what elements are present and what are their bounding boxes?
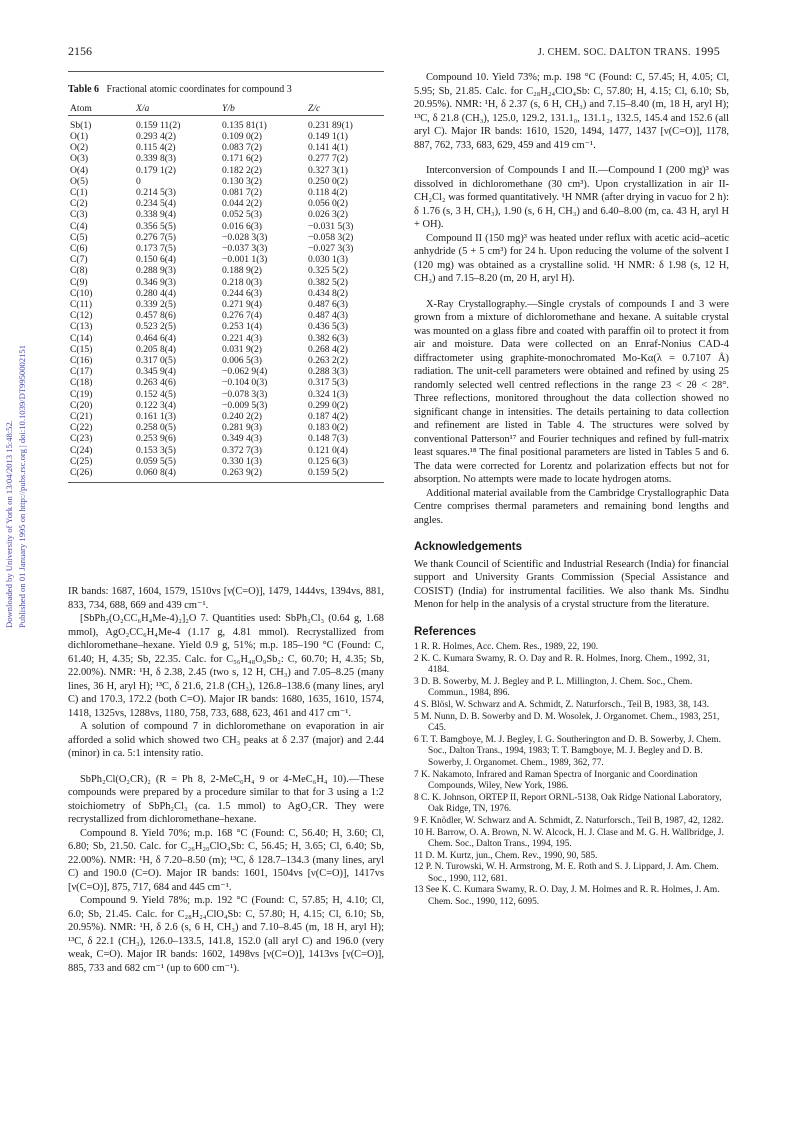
z-cell: 0.277 7(2) — [308, 153, 348, 165]
z-cell: 0.382 6(3) — [308, 332, 348, 344]
y-cell: −0.104 0(3) — [222, 377, 268, 389]
atom-cell: O(5) — [70, 175, 89, 187]
z-cell: −0.031 5(3) — [308, 220, 354, 232]
x-cell: 0.288 9(3) — [136, 265, 176, 277]
z-cell: 0.149 1(1) — [308, 130, 348, 142]
atom-cell: Sb(1) — [70, 119, 92, 131]
table-row — [68, 198, 384, 209]
atom-cell: C(15) — [70, 343, 93, 355]
table-row — [68, 411, 384, 422]
y-cell: −0.001 1(3) — [222, 254, 268, 266]
x-cell: 0.339 8(3) — [136, 153, 176, 165]
y-cell: 0.349 4(3) — [222, 433, 262, 445]
y-cell: 0.135 81(1) — [222, 119, 267, 131]
x-cell: 0.153 3(5) — [136, 444, 176, 456]
col-header-y: Y/b — [222, 102, 235, 114]
table-row — [68, 321, 384, 332]
compound-7-paragraph: [SbPh₂(O₂CC₆H₄Me-4)₂]₂O 7. Quantities used: SbPh₂Cl₃ (0.64 g, 1.68 mmol), AgO₂CC₆H₄Me-4 (1.17 g, 4.81 mmol). Recrystallized from dichloromethane–hexane. Yield 0.9 g, 51%; m.p. 185–190 °C (Found: C, 61.40; H, 4.35; Sb, 22.35. Calc. for C₅₆H₄₈O₉Sb₂: C, 60.70; H, 4.35; Sb, 22.00%). NMR: ¹H, δ 2.38, 2.45 (two s, 12 H, CH₃) and 7.05–8.25 (many lines, 36 H, aryl H); ¹³C, δ 21.6, 21.8 (CH₃), 126.8–138.6 (many lines, aryl C) and 170.3, 172.2 (both C=O). Major IR bands: 1680, 1635, 1610, 1574, 1418, 1325vs, 1288vs, 1180, 758, 733, 688, 623, 461 and 417 cm⁻¹. — [68, 613, 384, 719]
table-row — [68, 299, 384, 310]
x-cell: 0.060 8(4) — [136, 467, 176, 478]
x-cell: 0.280 4(4) — [136, 287, 176, 299]
z-cell: 0.141 4(1) — [308, 142, 348, 154]
atom-cell: O(3) — [70, 153, 89, 165]
table-top-rule — [68, 71, 384, 72]
coordinates-table — [68, 103, 384, 479]
reference-item: 1 R. R. Holmes, Acc. Chem. Res., 1989, 22, 190. — [414, 642, 599, 652]
z-cell: 0.327 3(1) — [308, 164, 348, 176]
z-cell: 0.324 1(3) — [308, 388, 348, 400]
z-cell: −0.027 3(3) — [308, 242, 354, 254]
atom-cell: C(10) — [70, 287, 93, 299]
table-row — [68, 165, 384, 176]
download-notice[interactable]: Downloaded by University of York on 13/04/2013 15:48:52. — [4, 420, 14, 628]
table-row — [68, 209, 384, 220]
compound-8-paragraph: Compound 8. Yield 70%; m.p. 168 °C (Found: C, 56.40; H, 3.60; Cl, 6.80; Sb, 21.50. Calc. for C₂₆H₂₀ClO₄Sb: C, 56.45; H, 3.65; Cl, 6.40; Sb, 22.00%). NMR: ¹H, δ 7.20–8.50 (m); ¹³C, δ 128.7–134.3 (many lines, aryl C) and 190.0 (C=O). Major IR bands: 1601, 1504vs [ν(C=O)], 1417vs [ν(C=O)], 875, 717, 684 and 445 cm⁻¹. — [68, 827, 384, 893]
x-cell: 0.276 7(5) — [136, 231, 176, 243]
z-cell: 0.487 4(3) — [308, 310, 348, 322]
journal-year: 1995 — [694, 44, 720, 58]
table-row — [68, 288, 384, 299]
x-cell: 0.293 4(2) — [136, 130, 176, 142]
atom-cell: C(25) — [70, 455, 93, 467]
z-cell: −0.058 3(2) — [308, 231, 354, 243]
compounds-8-10-paragraph: SbPh₂Cl(O₂CR)₂ (R = Ph 8, 2-MeC₆H₄ 9 or 4-MeC₆H₄ 10).—These compounds were prepared by a procedure similar to that for 3 using a 1:2 stoichiometry of SbPh₂Cl₃ (ca. 1.5 mmol) to AgO₂CR. They were recrystallized from dichloromethane–hexane. — [68, 773, 384, 826]
z-cell: 0.125 6(3) — [308, 455, 348, 467]
crystallography-paragraph: X-Ray Crystallography.—Single crystals of compounds I and 3 were grown from a mixture of dichloromethane and hexane. A suitable crystal was mounted on a glass fibre and coated with paraffin oil to protect it from air and moisture. Data were collected on an Enraf-Nonius CAD-4 diffractometer using graphite-monochromated Mo-Kα(λ = 0.7107 Å) radiation. The unit-cell parameters were obtained and refined by using 25 randomly selected well centred reflections in the range 23 < 2θ < 28°. Three reflections, monitored throughout the data collection showed no significant change in intensities. The details pertaining to data collection and refinement are listed in Table 4. The structures were solved by conventional Patterson¹⁷ and Fourier techniques and refined by full-matrix least squares.¹⁸ The final positional parameters are listed in Tables 5 and 6. The data were corrected for Lorentz and polarization effects but not for absorption. No attempts were made to locate hydrogen atoms. — [414, 298, 729, 485]
atom-cell: C(22) — [70, 422, 93, 434]
table-label: Table 6 — [68, 84, 100, 95]
z-cell: 0.121 0(4) — [308, 444, 348, 456]
col-header-x: X/a — [136, 102, 150, 114]
table-row — [68, 187, 384, 198]
table-row — [68, 344, 384, 355]
y-cell: −0.037 3(3) — [222, 242, 268, 254]
table-row — [68, 445, 384, 456]
x-cell: 0.339 2(5) — [136, 298, 176, 310]
x-cell: 0.345 9(4) — [136, 366, 176, 378]
x-cell: 0.457 8(6) — [136, 310, 176, 322]
y-cell: 0.044 2(2) — [222, 198, 262, 210]
z-cell: 0.299 0(2) — [308, 399, 348, 411]
reference-item: 10 H. Barrow, O. A. Brown, N. W. Alcock, H. J. Clase and M. G. H. Wallbridge, J. Chem. Soc., Dalton Trans., 1994, 195. — [414, 827, 724, 850]
atom-cell: O(4) — [70, 164, 89, 176]
atom-cell: C(13) — [70, 321, 93, 333]
table-caption — [68, 83, 384, 97]
atom-cell: C(9) — [70, 276, 88, 288]
y-cell: 0.271 9(4) — [222, 298, 262, 310]
left-column — [68, 71, 384, 975]
table-row — [68, 142, 384, 153]
z-cell: 0.434 8(2) — [308, 287, 348, 299]
y-cell: 0.031 9(2) — [222, 343, 262, 355]
table-row — [68, 176, 384, 187]
atom-cell: O(2) — [70, 142, 89, 154]
table-row — [68, 243, 384, 254]
reference-item: 12 P. N. Turowski, W. H. Armstrong, M. E. Roth and S. J. Lippard, J. Am. Chem. Soc., 1990, 112, 681. — [414, 862, 719, 884]
table-row — [68, 389, 384, 400]
table-body — [68, 120, 384, 479]
y-cell: 0.083 7(2) — [222, 142, 262, 154]
publication-notice[interactable]: Published on 01 January 1995 on http://pubs.rsc.org | doi:10.1039/DT9950002151 — [17, 345, 27, 628]
y-cell: 0.221 4(3) — [222, 332, 262, 344]
atom-cell: C(23) — [70, 433, 93, 445]
z-cell: 0.250 0(2) — [308, 175, 348, 187]
table-row — [68, 355, 384, 366]
y-cell: 0.281 9(3) — [222, 422, 262, 434]
z-cell: 0.317 5(3) — [308, 377, 348, 389]
x-cell: 0.122 3(4) — [136, 399, 176, 411]
table-row — [68, 422, 384, 433]
y-cell: 0.130 3(2) — [222, 175, 262, 187]
x-cell: 0.317 0(5) — [136, 354, 176, 366]
x-cell: 0.159 11(2) — [136, 119, 181, 131]
table-row — [68, 254, 384, 265]
atom-cell: C(14) — [70, 332, 93, 344]
y-cell: 0.188 9(2) — [222, 265, 262, 277]
z-cell: 0.026 3(2) — [308, 209, 348, 221]
z-cell: 0.030 1(3) — [308, 254, 348, 266]
z-cell: 0.325 5(2) — [308, 265, 348, 277]
atom-cell: C(17) — [70, 366, 93, 378]
atom-cell: C(19) — [70, 388, 93, 400]
z-cell: 0.487 6(3) — [308, 298, 348, 310]
right-column — [414, 71, 729, 909]
atom-cell: C(21) — [70, 410, 93, 422]
y-cell: 0.109 0(2) — [222, 130, 262, 142]
reference-item: 11 D. M. Kurtz, jun., Chem. Rev., 1990, 90, 585. — [414, 850, 598, 861]
atom-cell: C(3) — [70, 209, 88, 221]
x-cell: 0.523 2(5) — [136, 321, 176, 333]
y-cell: 0.244 6(3) — [222, 287, 262, 299]
reference-item: 2 K. C. Kumara Swamy, R. O. Day and R. R. Holmes, Inorg. Chem., 1992, 31, 4184. — [414, 653, 710, 676]
x-cell: 0.253 9(6) — [136, 433, 176, 445]
additional-material-paragraph: Additional material available from the Cambridge Crystallographic Data Centre comprises thermal parameters and remaining bond lengths and angles. — [414, 487, 729, 526]
table-row — [68, 131, 384, 142]
atom-cell: C(1) — [70, 186, 88, 198]
x-cell: 0.214 5(3) — [136, 186, 176, 198]
atom-cell: C(8) — [70, 265, 88, 277]
table-row — [68, 153, 384, 164]
table-row — [68, 400, 384, 411]
atom-cell: C(4) — [70, 220, 88, 232]
y-cell: 0.218 0(3) — [222, 276, 262, 288]
z-cell: 0.056 0(2) — [308, 198, 348, 210]
y-cell: 0.263 9(2) — [222, 467, 262, 478]
x-cell: 0.179 1(2) — [136, 164, 176, 176]
col-header-atom: Atom — [70, 102, 92, 114]
y-cell: −0.028 3(3) — [222, 231, 268, 243]
y-cell: −0.009 5(3) — [222, 399, 268, 411]
y-cell: 0.006 5(3) — [222, 354, 262, 366]
atom-cell: C(24) — [70, 444, 93, 456]
atom-cell: C(5) — [70, 231, 88, 243]
compound-ii-paragraph: Compound II (150 mg)³ was heated under reflux with acetic acid–acetic anhydride (5 + 5 cm³) for 24 h. Upon reducing the volume of the solvent I (120 mg) was obtained as a crystalline solid. ¹H NMR: δ 1.98 (s, 12 H, CH₃) and 7.15–8.20 (m, 20 H, aryl H). — [414, 232, 729, 284]
y-cell: 0.016 6(3) — [222, 220, 262, 232]
z-cell: 0.159 5(2) — [308, 467, 348, 478]
table-row — [68, 120, 384, 131]
reference-item: 6 T. T. Bamgboye, M. J. Begley, I. G. Southerington and D. B. Sowerby, J. Chem. Soc., Dalton Trans., 1994, 1983; T. T. Bamgboye, M. J. Begley and D. B. Sowerby, J. Organomet. Chem., 1989, 362, 77. — [414, 734, 721, 768]
y-cell: 0.240 2(2) — [222, 410, 262, 422]
journal-header — [538, 44, 720, 59]
compound-10-paragraph: Compound 10. Yield 73%; m.p. 198 °C (Found: C, 57.45; H, 4.05; Cl, 5.95; Sb, 21.85. Calc. for C₂₈H₂₄ClO₄Sb: C, 57.80; H, 4.15; Cl, 6.10; Sb, 20.95%). NMR: ¹H, δ 2.37 (s, 6 H, CH₃) and 7.15–8.40 (m, 18 H, aryl H); ¹³C, δ 21.8 (CH₃), 125.0, 129.2, 131.1₀, 131.1₂, 132.5, 145.4 and 152.6 (all aryl C). Major IR bands: 1610, 1520, 1494, 1477, 1437 [ν(C=O)], 1178, 887, 762, 733, 683, 629, 459 and 419 cm⁻¹. — [414, 72, 729, 151]
y-cell: −0.078 3(3) — [222, 388, 268, 400]
x-cell: 0.338 9(4) — [136, 209, 176, 221]
atom-cell: C(12) — [70, 310, 93, 322]
x-cell: 0.150 6(4) — [136, 254, 176, 266]
x-cell: 0.356 5(5) — [136, 220, 176, 232]
y-cell: 0.052 5(3) — [222, 209, 262, 221]
table-row — [68, 377, 384, 388]
reference-item: 3 D. B. Sowerby, M. J. Begley and P. L. Millington, J. Chem. Soc., Chem. Commun., 1984, 896. — [414, 676, 693, 699]
table-row — [68, 433, 384, 444]
interconversion-paragraph: Interconversion of Compounds I and II.—Compound I (200 mg)³ was dissolved in dichloromethane (30 cm³). Upon crystallization in air II-CH₂Cl₂ was formed quantitatively. ¹H NMR (after drying in vacuo for 2 h): δ 1.76 (s, 3 H, CH₃), 1.90 (s, 6 H, CH₃) and 6.40–8.00 (m, ca. 43 H, aryl H + OH). — [414, 165, 729, 230]
reference-item: 13 See K. C. Kumara Swamy, R. O. Day, J. M. Holmes and R. R. Holmes, J. Am. Chem. Soc., 1990, 112, 6095. — [414, 885, 720, 908]
acknowledgements-text: We thank Council of Scientific and Industrial Research (India) for financial support and University Grants Commission (Special Assistance and COSIST) (India) for instrumental facilities. We also thank Ms. Sindhu Menon for help in the analysis of a crystal structure from the literature. — [414, 558, 729, 610]
reference-item: 7 K. Nakamoto, Infrared and Raman Spectra of Inorganic and Coordination Compounds, Wiley, New York, 1986. — [414, 769, 698, 792]
atom-cell: O(1) — [70, 130, 89, 142]
y-cell: 0.276 7(4) — [222, 310, 262, 322]
journal-title: J. CHEM. SOC. DALTON TRANS. — [537, 47, 691, 58]
table-header-row — [68, 103, 384, 116]
page-number: 2156 — [68, 44, 92, 58]
x-cell: 0.059 5(5) — [136, 455, 176, 467]
table-row — [68, 265, 384, 276]
table-row — [68, 456, 384, 467]
z-cell: 0.183 0(2) — [308, 422, 348, 434]
compound-7-solution-paragraph: A solution of compound 7 in dichloromethane on evaporation in air afforded a solid which showed two CH₃ peaks at δ 2.37 (major) and 2.44 (minor) in ca. 5:1 intensity ratio. — [68, 721, 384, 760]
x-cell: 0.161 1(3) — [136, 410, 176, 422]
references-list — [414, 642, 729, 909]
x-cell: 0.205 8(4) — [136, 343, 176, 355]
atom-cell: C(26) — [70, 467, 93, 478]
x-cell: 0.152 4(5) — [136, 388, 176, 400]
atom-cell: C(6) — [70, 242, 88, 254]
ir-bands-paragraph: IR bands: 1687, 1604, 1579, 1510vs [ν(C=O)], 1479, 1444vs, 1394vs, 881, 833, 734, 688, 669 and 439 cm⁻¹. — [68, 586, 384, 611]
atom-cell: C(20) — [70, 399, 93, 411]
z-cell: 0.263 2(2) — [308, 354, 348, 366]
y-cell: 0.182 2(2) — [222, 164, 262, 176]
atom-cell: C(18) — [70, 377, 93, 389]
z-cell: 0.187 4(2) — [308, 410, 348, 422]
table-row — [68, 310, 384, 321]
table-caption-text: Fractional atomic coordinates for compound 3 — [106, 84, 292, 95]
table-row — [68, 277, 384, 288]
atom-cell: C(16) — [70, 354, 93, 366]
z-cell: 0.231 89(1) — [308, 119, 353, 131]
atom-cell: C(7) — [70, 254, 88, 266]
x-cell: 0.346 9(3) — [136, 276, 176, 288]
compound-9-paragraph: Compound 9. Yield 78%; m.p. 192 °C (Found: C, 57.85; H, 4.10; Cl, 6.0; Sb, 21.45. Calc. for C₂₈H₂₄ClO₄Sb: C, 57.80; H, 4.15; Cl, 6.10; Sb, 20.95%). NMR: ¹H, δ 2.6 (s, 6 H, CH₃) and 7.10–8.45 (m, 18 H, aryl H); ¹³C, δ 22.1 (CH₃), 126.0–133.5, 141.8, 152.0 (all aryl C) and 196.0 (very weak, C=O). Major IR bands: 1602, 1498vs [ν(C=O)], 1413vs [ν(C=O)], 885, 733 and 682 cm⁻¹ (up to 600 cm⁻¹). — [68, 895, 384, 974]
x-cell: 0.234 5(4) — [136, 198, 176, 210]
z-cell: 0.382 5(2) — [308, 276, 348, 288]
y-cell: 0.372 7(3) — [222, 444, 262, 456]
x-cell: 0.115 4(2) — [136, 142, 176, 154]
reference-item: 8 C. K. Johnson, ORTEP II, Report ORNL-5138, Oak Ridge National Laboratory, Oak Ridge, TN, 1976. — [414, 792, 722, 815]
x-cell: 0.173 7(5) — [136, 242, 176, 254]
x-cell: 0 — [136, 175, 141, 187]
z-cell: 0.436 5(3) — [308, 321, 348, 333]
z-cell: 0.288 3(3) — [308, 366, 348, 378]
references-heading: References — [414, 625, 477, 638]
y-cell: −0.062 9(4) — [222, 366, 268, 378]
y-cell: 0.081 7(2) — [222, 186, 262, 198]
reference-item: 4 S. Blösl, W. Schwarz and A. Schmidt, Z. Naturforsch., Teil B, 1983, 38, 143. — [414, 699, 709, 710]
atom-cell: C(2) — [70, 198, 88, 210]
y-cell: 0.171 6(2) — [222, 153, 262, 165]
y-cell: 0.330 1(3) — [222, 455, 262, 467]
atom-cell: C(11) — [70, 298, 93, 310]
y-cell: 0.253 1(4) — [222, 321, 262, 333]
z-cell: 0.268 4(2) — [308, 343, 348, 355]
x-cell: 0.263 4(6) — [136, 377, 176, 389]
reference-item: 9 F. Knödler, W. Schwarz and A. Schmidt, Z. Naturforsch., Teil B, 1987, 42, 1282. — [414, 815, 724, 826]
table-row — [68, 221, 384, 232]
z-cell: 0.118 4(2) — [308, 186, 348, 198]
x-cell: 0.258 0(5) — [136, 422, 176, 434]
table-row — [68, 467, 384, 478]
table-row — [68, 232, 384, 243]
z-cell: 0.148 7(3) — [308, 433, 348, 445]
reference-item: 5 M. Nunn, D. B. Sowerby and D. M. Wosolek, J. Organomet. Chem., 1983, 251, C45. — [414, 711, 720, 734]
table-row — [68, 333, 384, 344]
table-row — [68, 366, 384, 377]
x-cell: 0.464 6(4) — [136, 332, 176, 344]
acknowledgements-heading: Acknowledgements — [414, 541, 522, 553]
col-header-z: Z/c — [308, 102, 321, 114]
